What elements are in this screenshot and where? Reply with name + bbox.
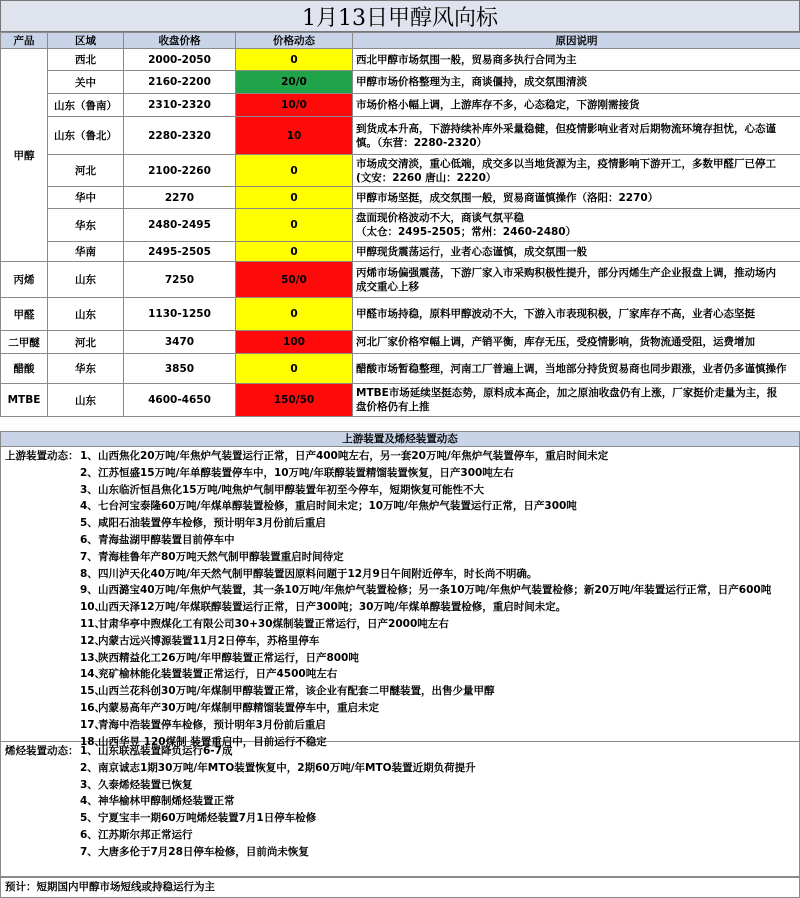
reason-line: 市场成交清淡，重心低端，成交多以当地货源为主，疫情影响下游开工，多数甲醛厂已停工	[356, 157, 776, 170]
item-text: 青海中浩装置停车检修，预计明年3月份前后重启	[98, 718, 326, 731]
section-title: 上游装置及烯烃装置动态	[0, 431, 800, 447]
table-row	[1, 94, 800, 117]
reason-line: 醋酸市场暂稳整理，河南工厂普遍上调，当地部分持货贸易商也同步跟涨，业者仍多谨慎操作	[356, 362, 787, 375]
reason-line: （太仓：2495-2505；常州：2460-2480）	[356, 226, 577, 238]
table-row	[1, 187, 800, 209]
item-number: 16、	[80, 702, 106, 714]
item-text: 山西华昱 120煤制 装置重启中，目前运行不稳定	[98, 735, 327, 748]
table-row	[1, 298, 800, 331]
cell-reason	[353, 117, 800, 155]
cell-region: 西北	[48, 49, 124, 71]
item-text: 兖矿榆林能化装置装置正常运行，日产4500吨左右	[98, 668, 338, 681]
cell-price: 3850	[124, 354, 236, 384]
list-item	[1, 810, 800, 827]
item-number: 4、	[80, 795, 98, 808]
cell-product: MTBE	[1, 384, 48, 417]
header-region: 区域	[48, 33, 124, 49]
cell-price-change: 0	[236, 155, 353, 187]
cell-price: 2270	[124, 187, 236, 209]
list-item	[1, 599, 800, 616]
list-item	[1, 793, 800, 810]
cell-price: 2160-2200	[124, 71, 236, 94]
cell-price-change: 0	[236, 242, 353, 262]
item-text: 咸阳石油装置停车检修，预计明年3月份前后重启	[98, 517, 326, 530]
cell-region: 关中	[48, 71, 124, 94]
cell-region: 华东	[48, 209, 124, 242]
table-row	[1, 49, 800, 71]
table-row	[1, 71, 800, 94]
item-number: 3、	[80, 778, 98, 791]
list-item	[1, 549, 800, 566]
cell-reason	[353, 242, 800, 262]
cell-price-change: 0	[236, 298, 353, 331]
list-item	[1, 777, 800, 794]
cell-price: 2000-2050	[124, 49, 236, 71]
header-reason: 原因说明	[353, 33, 800, 49]
cell-product: 甲醛	[1, 298, 48, 331]
cell-price-change: 20/0	[236, 71, 353, 94]
item-text: 久泰烯烃装置已恢复	[98, 778, 193, 791]
reason-line: 河北厂家价格窄幅上调，产销平衡，库存无压，受疫情影响，货物流通受阻，运费增加	[356, 336, 755, 348]
cell-price: 2480-2495	[124, 209, 236, 242]
report-title: 1月13日甲醇风向标	[0, 0, 800, 32]
list-item	[1, 827, 800, 844]
header-change: 价格动态	[236, 33, 353, 49]
item-text: 青海盐湖甲醇装置目前停车中	[98, 534, 235, 546]
list-item	[1, 760, 800, 777]
item-number: 11、	[80, 618, 106, 630]
item-number: 12、	[80, 634, 106, 647]
item-number: 18、	[80, 735, 106, 748]
table-header-row	[1, 33, 800, 49]
item-number: 2、	[80, 761, 98, 774]
reason-line: MTBE市场延续坚挺态势，原料成本高企，加之原油收盘仍有上涨，厂家挺价走量为主，报	[356, 387, 778, 399]
upstream-block	[0, 447, 800, 748]
list-item	[1, 700, 800, 717]
list-item	[1, 666, 800, 683]
forecast-text: 预计：短期国内甲醇市场短线或持稳运行为主	[0, 877, 800, 898]
cell-reason	[353, 71, 800, 94]
list-item	[1, 566, 800, 583]
item-number: 7、	[80, 845, 98, 858]
item-number: 1、	[80, 450, 98, 462]
item-text: 青海桂鲁年产80万吨天然气制甲醇装置重启时间待定	[98, 550, 344, 563]
reason-line: 盘价格仍有上推	[356, 401, 430, 413]
cell-product: 醋酸	[1, 354, 48, 384]
reason-line: 市场价格小幅上调，上游库存不多，心态稳定，下游刚需接货	[356, 99, 640, 111]
cell-reason	[353, 262, 800, 298]
list-item	[1, 717, 800, 734]
item-text: 陕西精益化工26万吨/年甲醇装置正常运行，日产800吨	[98, 651, 359, 664]
cell-price: 2100-2260	[124, 155, 236, 187]
item-number: 8、	[80, 567, 98, 580]
list-item	[1, 650, 800, 667]
upstream-head: 上游装置动态：	[5, 450, 79, 462]
reason-line: 西北甲醇市场氛围一般，贸易商多执行合同为主	[356, 53, 577, 66]
item-text: 山西潞宝40万吨/年焦炉气装置，其一条10万吨/年焦炉气装置检修；另一条10万吨/年焦炉气装置检修；新20万吨/年装置运行正常，日产600吨	[98, 584, 772, 597]
cell-product: 甲醇	[1, 49, 48, 262]
list-item	[1, 616, 800, 633]
price-table	[0, 32, 800, 417]
cell-reason	[353, 298, 800, 331]
item-number: 9、	[80, 584, 98, 597]
list-item	[1, 743, 800, 760]
table-row	[1, 354, 800, 384]
cell-price-change: 0	[236, 187, 353, 209]
item-text: 山东联泓装置降负运行6-7成	[98, 745, 233, 757]
item-number: 3、	[80, 483, 98, 496]
cell-price: 3470	[124, 331, 236, 354]
cell-product: 二甲醚	[1, 331, 48, 354]
item-number: 5、	[80, 517, 98, 530]
cell-price-change: 10/0	[236, 94, 353, 117]
reason-line: 成交重心上移	[356, 280, 419, 293]
table-row	[1, 155, 800, 187]
list-item	[1, 582, 800, 599]
item-number: 15、	[80, 685, 106, 698]
list-item	[1, 683, 800, 700]
cell-price: 1130-1250	[124, 298, 236, 331]
item-number: 10、	[80, 601, 106, 614]
list-item	[1, 844, 800, 861]
item-text: 大唐多伦于7月28日停车检修，目前尚未恢复	[98, 845, 309, 858]
reason-line: 甲醇现货震荡运行，业者心态谨慎，成交氛围一般	[356, 245, 587, 258]
table-row	[1, 331, 800, 354]
cell-reason	[353, 354, 800, 384]
item-number: 6、	[80, 534, 98, 546]
item-text: 四川泸天化40万吨/年天然气制甲醇装置因原料问题于12月9日午间附近停车，时长尚不明确。	[98, 567, 538, 580]
item-text: 甘肃华亭中煦煤化工有限公司30+30煤制装置正常运行，日产2000吨左右	[98, 618, 449, 630]
cell-region: 山东（鲁南）	[48, 94, 124, 117]
item-text: 南京诚志1期30万吨/年MTO装置恢复中，2期60万吨/年MTO装置近期负荷提升	[98, 761, 476, 774]
cell-region: 河北	[48, 331, 124, 354]
cell-price-change: 0	[236, 354, 353, 384]
cell-region: 山东	[48, 384, 124, 417]
header-price: 收盘价格	[124, 33, 236, 49]
cell-reason	[353, 94, 800, 117]
item-text: 内蒙古远兴博源装置11月2日停车，苏格里停车	[98, 634, 320, 647]
item-text: 宁夏宝丰一期60万吨烯烃装置7月1日停车检修	[98, 812, 317, 825]
cell-region: 山东	[48, 262, 124, 298]
cell-reason	[353, 209, 800, 242]
cell-region: 河北	[48, 155, 124, 187]
cell-region: 华中	[48, 187, 124, 209]
list-item	[1, 532, 800, 549]
reason-line: 甲醛市场持稳，原料甲醇波动不大，下游入市表现积极，厂家库存不高，业者心态坚挺	[356, 308, 755, 320]
reason-line: 慎。（东营：2280-2320）	[356, 136, 488, 149]
item-number: 14、	[80, 668, 106, 681]
item-text: 神华榆林甲醇制烯烃装置正常	[98, 795, 235, 808]
item-number: 13、	[80, 651, 106, 664]
item-text: 七台河宝泰隆60万吨/年煤单醇装置检修，重启时间未定；10万吨/年焦炉气装置运行正常，日产300吨	[98, 500, 577, 513]
list-item	[1, 482, 800, 499]
list-item	[1, 448, 800, 465]
list-item	[1, 633, 800, 650]
table-row	[1, 242, 800, 262]
item-text: 江苏斯尔邦正常运行	[98, 829, 193, 841]
cell-price-change: 150/50	[236, 384, 353, 417]
item-text: 江苏恒盛15万吨/年单醇装置停车中，10万吨/年联醇装置精馏装置恢复，日产300吨左右	[98, 466, 514, 479]
table-row	[1, 262, 800, 298]
cell-region: 山东	[48, 298, 124, 331]
table-row	[1, 209, 800, 242]
item-number: 5、	[80, 812, 98, 825]
cell-price-change: 50/0	[236, 262, 353, 298]
cell-price-change: 0	[236, 49, 353, 71]
cell-region: 华南	[48, 242, 124, 262]
cell-price-change: 100	[236, 331, 353, 354]
cell-reason	[353, 155, 800, 187]
item-number: 6、	[80, 829, 98, 841]
reason-line: 甲醇市场价格整理为主，商谈僵持，成交氛围清淡	[356, 76, 587, 88]
cell-price: 7250	[124, 262, 236, 298]
cell-reason	[353, 331, 800, 354]
header-product: 产品	[1, 33, 48, 49]
reason-line: 盘面现价格波动不大，商谈气氛平稳	[356, 212, 524, 224]
reason-line: 甲醇市场坚挺，成交氛围一般，贸易商谨慎操作（洛阳：2270）	[356, 191, 659, 204]
item-text: 内蒙易高年产30万吨/年煤制甲醇精馏装置停车中，重启未定	[98, 702, 379, 714]
cell-price-change: 0	[236, 209, 353, 242]
cell-price: 2280-2320	[124, 117, 236, 155]
item-number: 2、	[80, 466, 98, 479]
reason-line: (文安：2260 唐山：2220）	[356, 171, 497, 184]
list-item	[1, 465, 800, 482]
list-item	[1, 515, 800, 532]
cell-price: 2495-2505	[124, 242, 236, 262]
item-text: 山西天泽12万吨/年煤联醇装置运行正常，日产300吨；30万吨/年煤单醇装置检修，重启时间未定。	[98, 601, 567, 614]
cell-product: 丙烯	[1, 262, 48, 298]
item-number: 4、	[80, 500, 98, 513]
cell-reason	[353, 187, 800, 209]
cell-region: 华东	[48, 354, 124, 384]
table-row	[1, 384, 800, 417]
item-text: 山西兰花科创30万吨/年煤制甲醇装置正常，该企业有配套二甲醚装置，出售少量甲醇	[98, 685, 495, 698]
cell-price-change: 10	[236, 117, 353, 155]
item-text: 山东临沂恒昌焦化15万吨/吨焦炉气制甲醇装置年初至今停车，短期恢复可能性不大	[98, 483, 484, 496]
item-number: 7、	[80, 550, 98, 563]
cell-reason	[353, 384, 800, 417]
item-text: 山西焦化20万吨/年焦炉气装置运行正常，日产400吨左右，另一套20万吨/年焦炉气装置停车，重启时间未定	[98, 450, 609, 462]
olefin-head: 烯烃装置动态：	[5, 745, 79, 757]
table-row	[1, 117, 800, 155]
cell-price: 2310-2320	[124, 94, 236, 117]
reason-line: 到货成本升高，下游持续补库外采量稳健，但疫情影响业者对后期物流环境存担忧，心态谨	[356, 122, 776, 135]
reason-line: 丙烯市场偏强震荡，下游厂家入市采购积极性提升，部分丙烯生产企业报盘上调，推动场内	[356, 266, 776, 279]
list-item	[1, 498, 800, 515]
cell-region: 山东（鲁北）	[48, 117, 124, 155]
cell-reason	[353, 49, 800, 71]
cell-price: 4600-4650	[124, 384, 236, 417]
item-number: 17、	[80, 718, 106, 731]
olefin-block	[0, 742, 800, 877]
item-number: 1、	[80, 745, 98, 757]
